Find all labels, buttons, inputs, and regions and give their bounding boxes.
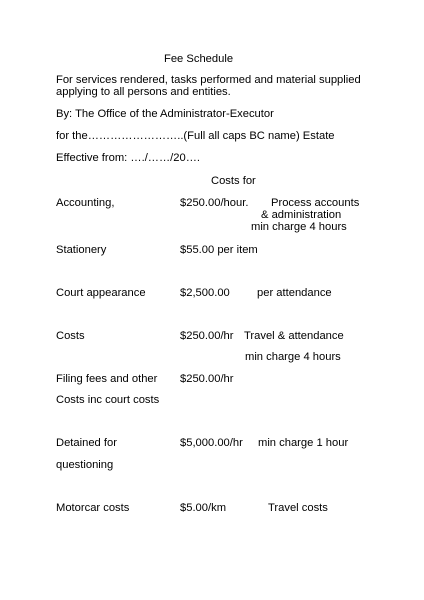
document-title: Fee Schedule <box>164 53 234 65</box>
row-costs-note-1: Travel & attendance <box>244 330 344 342</box>
row-costs-amount: $250.00/hr <box>180 330 234 342</box>
row-detained-amount: $5,000.00/hr <box>180 437 243 449</box>
row-accounting-note-2: & administration <box>261 209 342 221</box>
row-motorcar-note-1: Travel costs <box>268 502 328 514</box>
row-detained-item-line-1: Detained for <box>56 437 117 449</box>
row-accounting-amount: $250.00/hour. <box>180 197 249 209</box>
row-detained-item-line-2: questioning <box>56 459 114 471</box>
row-motorcar-item: Motorcar costs <box>56 502 130 514</box>
row-motorcar-amount: $5.00/km <box>180 502 227 514</box>
row-filing-item-line-2: Costs inc court costs <box>56 394 160 406</box>
row-court-amount: $2,500.00 <box>180 287 230 299</box>
effective-line: Effective from: …./……/20…. <box>56 152 201 164</box>
intro-line-2: applying to all persons and entities. <box>56 86 231 98</box>
row-costs-item: Costs <box>56 330 85 342</box>
row-stationery-amount: $55.00 per item <box>180 244 258 256</box>
row-stationery-item: Stationery <box>56 244 107 256</box>
row-detained-note-1: min charge 1 hour <box>258 437 349 449</box>
intro-line-1: For services rendered, tasks performed and material supplied <box>56 74 361 86</box>
costs-for-header: Costs for <box>211 175 256 187</box>
row-filing-amount: $250.00/hr <box>180 373 234 385</box>
row-accounting-item: Accounting, <box>56 197 115 209</box>
by-line: By: The Office of the Administrator-Executor <box>56 108 274 120</box>
row-filing-item-line-1: Filing fees and other <box>56 373 158 385</box>
row-costs-note-2: min charge 4 hours <box>245 351 341 363</box>
for-line: for the……………………..(Full all caps BC name) Estate <box>56 130 335 142</box>
row-accounting-note-3: min charge 4 hours <box>251 221 347 233</box>
row-accounting-note-1: Process accounts <box>271 197 360 209</box>
row-court-note-1: per attendance <box>257 287 332 299</box>
row-court-item: Court appearance <box>56 287 146 299</box>
